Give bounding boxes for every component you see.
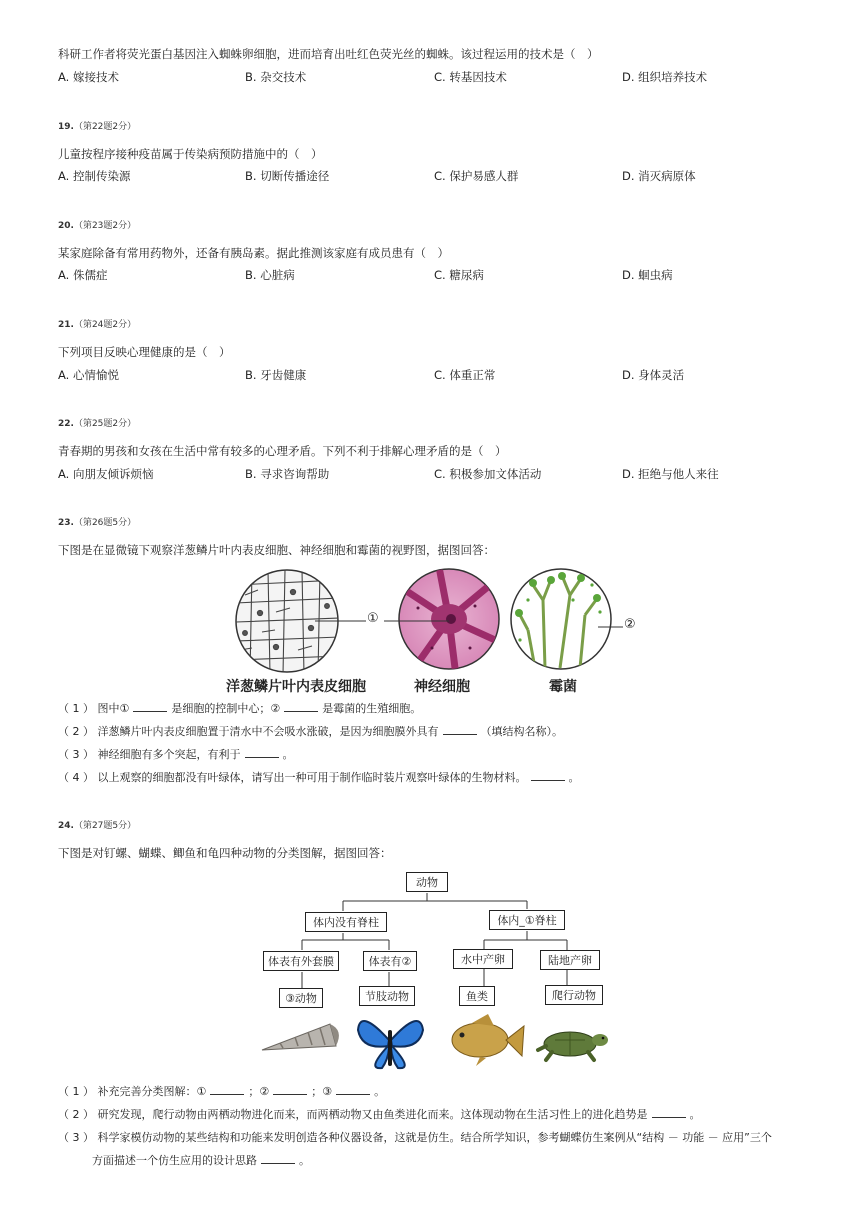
q24-sub-3-cont bbox=[92, 1152, 310, 1168]
q23-sub-4-num: （ 4 ） bbox=[58, 771, 94, 784]
q24-number: 24. bbox=[58, 821, 74, 831]
answer-blank[interactable] bbox=[284, 701, 318, 712]
q20-stem: 某家庭除备有常用药物外，还备有胰岛素。据此推测该家庭有成员患有（ ） bbox=[58, 246, 449, 260]
q23-tag: （第26题5分） bbox=[73, 518, 137, 528]
q22-stem: 青春期的男孩和女孩在生活中常有较多的心理矛盾。下列不利于排解心理矛盾的是（ ） bbox=[58, 444, 507, 458]
answer-blank[interactable] bbox=[273, 1084, 307, 1095]
tree-node-mantle: 体表有外套膜 bbox=[263, 951, 339, 971]
butterfly-image bbox=[358, 1021, 423, 1068]
q23-sub-1-text-a: 图中① bbox=[97, 702, 130, 715]
q20-number: 20. bbox=[58, 221, 74, 231]
q24-sub-3-text-b: 方面描述一个仿生应用的设计思路 bbox=[92, 1154, 257, 1167]
q23-number: 23. bbox=[58, 518, 74, 528]
q24-sub-1-text-b: ；② bbox=[248, 1085, 270, 1098]
q24-sub-3-text-a: 科学家模仿动物的某些结构和功能来发明创造各种仪器设备，这就是仿生。结合所学知识，参考蝴蝶仿生案例从“结构 － 功能 － 应用”三个 bbox=[97, 1131, 772, 1144]
q19-stem: 儿童按程序接种疫苗属于传染病预防措施中的（ ） bbox=[58, 147, 323, 161]
q23-sub-1-num: （ 1 ） bbox=[58, 702, 94, 715]
q21-option-a[interactable]: A. 心情愉悦 bbox=[58, 368, 119, 382]
q21-stem: 下列项目反映心理健康的是（ ） bbox=[58, 345, 231, 359]
tree-node-land-eggs: 陆地产卵 bbox=[540, 950, 600, 970]
q19-option-b[interactable]: B. 切断传播途径 bbox=[245, 169, 330, 183]
marker-2: ② bbox=[624, 617, 636, 632]
q22-option-c[interactable]: C. 积极参加文体活动 bbox=[434, 467, 542, 481]
q22-tag: （第25题2分） bbox=[73, 419, 137, 429]
q21-tag: （第24题2分） bbox=[73, 320, 137, 330]
q24-sub-2 bbox=[58, 1106, 701, 1122]
q22-number: 22. bbox=[58, 419, 74, 429]
q23-sub-1 bbox=[58, 700, 421, 716]
answer-blank[interactable] bbox=[531, 770, 565, 781]
fish-image bbox=[452, 1014, 524, 1066]
tree-node-mollusk: ③动物 bbox=[279, 988, 323, 1008]
q23-sub-4-text-a: 以上观察的细胞都没有叶绿体，请写出一种可用于制作临时装片观察叶绿体的生物材料。 bbox=[97, 771, 527, 784]
q23-sub-3-text-a: 神经细胞有多个突起，有利于 bbox=[97, 748, 241, 761]
q22-option-b[interactable]: B. 寻求咨询帮助 bbox=[245, 467, 330, 481]
tree-node-fish: 鱼类 bbox=[459, 986, 495, 1006]
q22-option-d[interactable]: D. 拒绝与他人来往 bbox=[622, 467, 719, 481]
q20-option-a[interactable]: A. 侏儒症 bbox=[58, 268, 108, 282]
caption-onion: 洋葱鳞片叶内表皮细胞 bbox=[226, 679, 366, 695]
q24-sub-1-text-a: 补充完善分类图解：① bbox=[97, 1085, 207, 1098]
q20-tag: （第23题2分） bbox=[73, 221, 137, 231]
q19-option-c[interactable]: C. 保护易感人群 bbox=[434, 169, 519, 183]
q21-option-b[interactable]: B. 牙齿健康 bbox=[245, 368, 307, 382]
q20-option-c[interactable]: C. 糖尿病 bbox=[434, 268, 484, 282]
onion-cell-view bbox=[236, 570, 340, 675]
q23-sub-4-text-b: 。 bbox=[568, 771, 580, 784]
q24-sub-3 bbox=[58, 1129, 772, 1145]
q20-option-d[interactable]: D. 蛔虫病 bbox=[622, 268, 673, 282]
caption-nerve: 神经细胞 bbox=[414, 679, 470, 695]
q23-sub-3 bbox=[58, 746, 294, 762]
answer-blank[interactable] bbox=[443, 724, 477, 735]
q21-number: 21. bbox=[58, 320, 74, 330]
tree-node-root: 动物 bbox=[406, 872, 448, 892]
mold-view bbox=[511, 568, 611, 669]
q21-option-c[interactable]: C. 体重正常 bbox=[434, 368, 496, 382]
q18-option-d[interactable]: D. 组织培养技术 bbox=[622, 70, 708, 84]
answer-blank[interactable] bbox=[261, 1153, 295, 1164]
snail-shell-image bbox=[262, 1024, 339, 1050]
q23-sub-2-num: （ 2 ） bbox=[58, 725, 94, 738]
q18-option-c[interactable]: C. 转基因技术 bbox=[434, 70, 507, 84]
q18-stem: 科研工作者将荧光蛋白基因注入蜘蛛卵细胞，进而培育出吐红色荧光丝的蜘蛛。该过程运用的技术是（ ） bbox=[58, 47, 599, 61]
q24-tag: （第27题5分） bbox=[73, 821, 137, 831]
q24-sub-1-num: （ 1 ） bbox=[58, 1085, 94, 1098]
q24-sub-2-text-a: 研究发现，爬行动物由两栖动物进化而来，而两栖动物又由鱼类进化而来。这体现动物在生活习性上的进化趋势是 bbox=[97, 1108, 648, 1121]
q24-sub-2-num: （ 2 ） bbox=[58, 1108, 94, 1121]
q23-sub-3-text-b: 。 bbox=[282, 748, 294, 761]
caption-mold: 霉菌 bbox=[549, 679, 577, 695]
q24-stem: 下图是对钉螺、蝴蝶、鲫鱼和龟四种动物的分类图解，据图回答： bbox=[58, 846, 392, 860]
q24-sub-3-num: （ 3 ） bbox=[58, 1131, 94, 1144]
q23-sub-2-text-a: 洋葱鳞片叶内表皮细胞置于清水中不会吸水涨破，是因为细胞膜外具有 bbox=[97, 725, 439, 738]
q19-tag: （第22题2分） bbox=[73, 122, 137, 132]
q23-stem: 下图是在显微镜下观察洋葱鳞片叶内表皮细胞、神经细胞和霉菌的视野图，据图回答： bbox=[58, 543, 495, 557]
tree-node-water-eggs: 水中产卵 bbox=[453, 949, 513, 969]
tree-node-no-spine: 体内没有脊柱 bbox=[305, 912, 387, 932]
tree-node-spine: 体内_①脊柱 bbox=[489, 910, 565, 930]
tree-node-exoskeleton: 体表有② bbox=[363, 951, 417, 971]
answer-blank[interactable] bbox=[133, 701, 167, 712]
q18-option-b[interactable]: B. 杂交技术 bbox=[245, 70, 307, 84]
q19-option-d[interactable]: D. 消灭病原体 bbox=[622, 169, 696, 183]
q23-sub-2 bbox=[58, 723, 563, 739]
turtle-image bbox=[538, 1032, 608, 1060]
q24-sub-3-text-c: 。 bbox=[299, 1154, 310, 1167]
q21-option-d[interactable]: D. 身体灵活 bbox=[622, 368, 685, 382]
answer-blank[interactable] bbox=[336, 1084, 370, 1095]
q19-option-a[interactable]: A. 控制传染源 bbox=[58, 169, 131, 183]
answer-blank[interactable] bbox=[652, 1107, 686, 1118]
q24-sub-1 bbox=[58, 1083, 385, 1099]
answer-blank[interactable] bbox=[210, 1084, 244, 1095]
q23-sub-3-num: （ 3 ） bbox=[58, 748, 94, 761]
marker-1: ① bbox=[367, 611, 379, 626]
answer-blank[interactable] bbox=[245, 747, 279, 758]
q20-option-b[interactable]: B. 心脏病 bbox=[245, 268, 295, 282]
q24-sub-1-text-c: ；③ bbox=[311, 1085, 333, 1098]
q24-header bbox=[58, 818, 136, 831]
q23-sub-1-text-b: 是细胞的控制中心；② bbox=[171, 702, 281, 715]
q23-sub-1-text-c: 是霉菌的生殖细胞。 bbox=[322, 702, 422, 715]
q24-sub-2-text-b: 。 bbox=[689, 1108, 701, 1121]
q18-option-a[interactable]: A. 嫁接技术 bbox=[58, 70, 119, 84]
tree-node-reptile: 爬行动物 bbox=[545, 985, 603, 1005]
q22-option-a[interactable]: A. 向朋友倾诉烦恼 bbox=[58, 467, 154, 481]
q24-sub-1-text-d: 。 bbox=[374, 1085, 386, 1098]
q19-number: 19. bbox=[58, 122, 74, 132]
q23-sub-4 bbox=[58, 769, 580, 785]
q23-sub-2-text-b: （填结构名称）。 bbox=[480, 725, 563, 738]
tree-node-arthropod: 节肢动物 bbox=[359, 986, 415, 1006]
nerve-cell-view bbox=[399, 569, 499, 669]
